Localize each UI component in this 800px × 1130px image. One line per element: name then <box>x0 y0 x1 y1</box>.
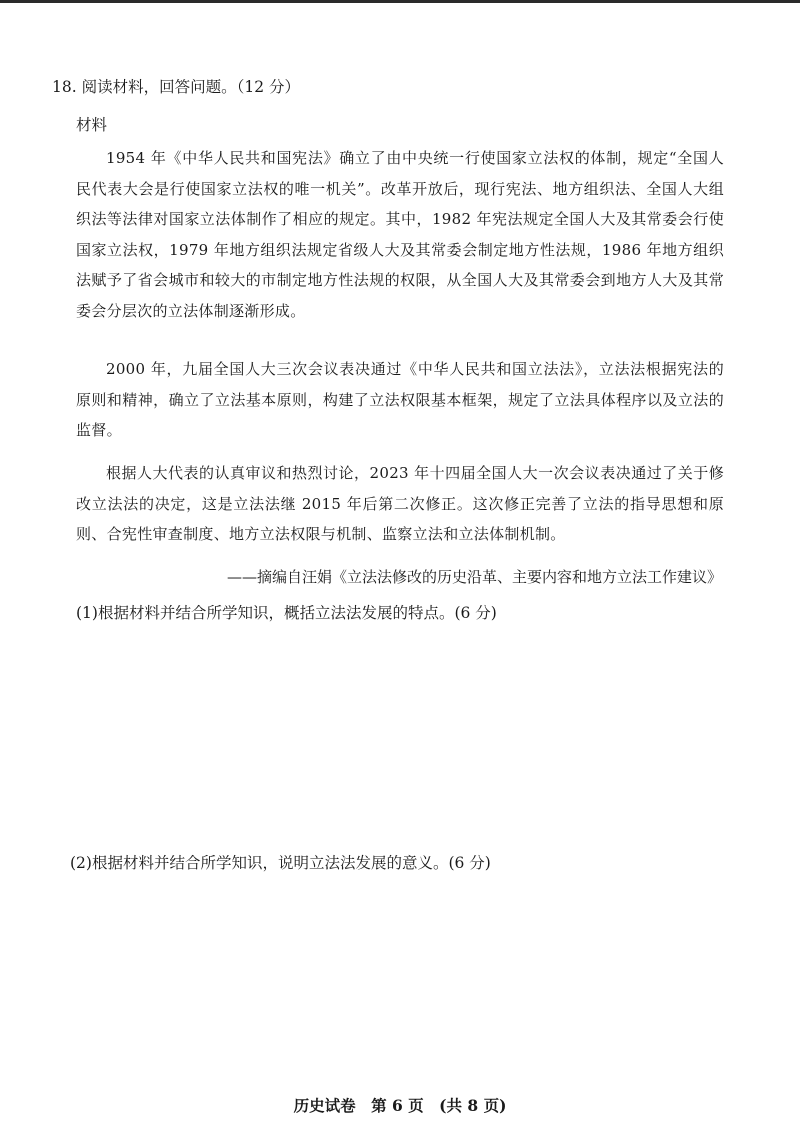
top-border-line <box>0 0 800 3</box>
sub-question-2: (2)根据材料并结合所学知识，说明立法法发展的意义。(6 分) <box>70 854 491 872</box>
sub-question-1: (1)根据材料并结合所学知识，概括立法法发展的特点。(6 分) <box>76 604 497 622</box>
material-label: 材料 <box>76 116 108 134</box>
material-paragraph-2: 2000 年，九届全国人大三次会议表决通过《中华人民共和国立法法》，立法法根据宪法的原则和精神，确立了立法基本原则，构建了立法权限基本框架，规定了立法具体程序以及立法的监督。 <box>76 360 724 439</box>
question-header: 18. 阅读材料，回答问题。（12 分） <box>52 78 300 96</box>
material-paragraph-1: 1954 年《中华人民共和国宪法》确立了由中央统一行使国家立法权的体制，规定“全国人民代表大会是行使国家立法权的唯一机关”。改革开放后，现行宪法、地方组织法、全国人大组织法等法律对国家立法体制作了相应的规定。其中，1982 年宪法规定全国人大及其常委会行使国家立法权，1979 年地方组织法规定省级人大及其常委会制定地方性法规，1986 年地方组织法赋予了省会城市和较大的市制定地方性法规的权限，从全国人大及其常委会到地方人大及其常委会分层次的立法体制逐渐形成。 <box>76 149 724 320</box>
material-paragraph-3: 根据人大代表的认真审议和热烈讨论，2023 年十四届全国人大一次会议表决通过了关于修改立法法的决定，这是立法法继 2015 年后第二次修正。这次修正完善了立法的指导思想和原则、合宪性审查制度、地方立法权限与机制、监察立法和立法体制机制。 <box>76 464 724 543</box>
page-footer: 历史试卷 第 6 页 (共 8 页) <box>293 1096 507 1115</box>
material-source-citation: ——摘编自汪娟《立法法修改的历史沿革、主要内容和地方立法工作建议》 <box>226 568 722 586</box>
